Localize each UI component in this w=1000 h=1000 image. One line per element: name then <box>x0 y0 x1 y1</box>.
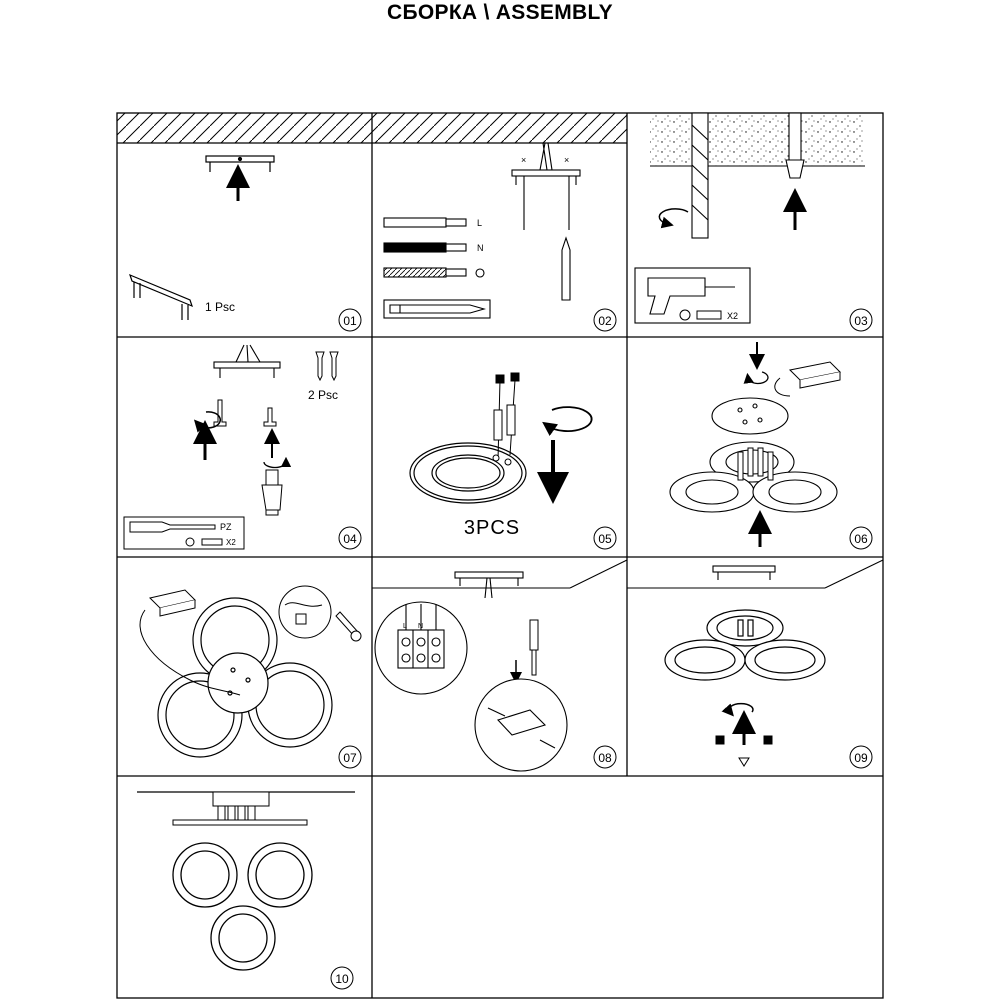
panel-09 <box>627 560 883 768</box>
wall-anchor <box>786 113 804 178</box>
cap-icon <box>739 758 749 766</box>
wire-n-label: N <box>477 243 484 253</box>
rotate-arrow <box>548 407 592 431</box>
step-number: 10 <box>335 972 349 986</box>
bracket-with-wires <box>214 345 280 378</box>
bracket-with-wires <box>512 143 580 230</box>
panel-08 <box>372 560 627 771</box>
drill-bit <box>692 113 708 238</box>
step-number: 09 <box>854 751 868 765</box>
quantity-label: 3PCS <box>463 517 521 539</box>
wire-earth <box>384 268 484 277</box>
driver-label: PZ <box>220 522 232 532</box>
canopy-plate <box>712 398 788 434</box>
rotate-arrow <box>198 412 220 428</box>
connector-cables <box>493 373 519 465</box>
rotate-arrow <box>748 372 768 383</box>
terminal-detail <box>375 602 467 694</box>
panel-03 <box>635 113 872 331</box>
driver-box <box>775 362 840 396</box>
panel-07 <box>140 586 361 768</box>
panel-04 <box>124 345 361 549</box>
quantity-label: 1 Psc <box>205 300 236 314</box>
terminal-l: L <box>403 623 407 630</box>
svg-text:×: × <box>564 155 570 165</box>
canopy <box>173 792 307 825</box>
wrench-icon <box>336 612 361 641</box>
pencil-marker <box>562 238 570 300</box>
finished-lamp <box>173 843 312 970</box>
wire-l <box>384 218 466 227</box>
step-number: 04 <box>343 532 357 546</box>
step-number: 08 <box>598 751 612 765</box>
page-title: СБОРКА \ ASSEMBLY <box>387 1 613 24</box>
quantity-label: 2 Psc <box>308 388 339 402</box>
panel-01 <box>117 113 372 331</box>
bracket <box>713 566 775 580</box>
wire-n <box>384 243 466 252</box>
rotate-arrow <box>729 704 753 712</box>
mounting-bracket <box>206 156 274 172</box>
screw-count: X2 <box>226 538 236 547</box>
step-number: 07 <box>343 751 357 765</box>
bracket-part <box>130 275 192 320</box>
panel-10 <box>137 792 355 989</box>
screw <box>214 400 276 426</box>
panel-02 <box>372 113 627 331</box>
screwdriver <box>530 620 538 675</box>
panel-05 <box>410 373 616 549</box>
ring-shade <box>410 443 526 503</box>
pencil-icon <box>384 300 490 318</box>
terminal-n: N <box>418 623 424 630</box>
panel-06 <box>670 342 872 549</box>
step-number: 01 <box>343 314 357 328</box>
connector-detail <box>279 586 331 638</box>
wire-l-label: L <box>477 218 483 228</box>
screwdriver-hand <box>262 470 282 515</box>
anchor-icon-box <box>680 310 721 320</box>
step-number: 05 <box>598 532 612 546</box>
screw-icons <box>316 352 338 380</box>
svg-text:×: × <box>521 155 527 165</box>
step-number: 06 <box>854 532 868 546</box>
ring-shades <box>665 610 825 680</box>
bracket <box>455 572 523 598</box>
step-number: 03 <box>854 314 868 328</box>
step-number: 02 <box>598 314 612 328</box>
rotate-arrow <box>659 209 688 224</box>
rotate-arrow <box>264 462 286 468</box>
anchor-count: X2 <box>727 311 739 321</box>
connector-zoom <box>475 679 567 771</box>
